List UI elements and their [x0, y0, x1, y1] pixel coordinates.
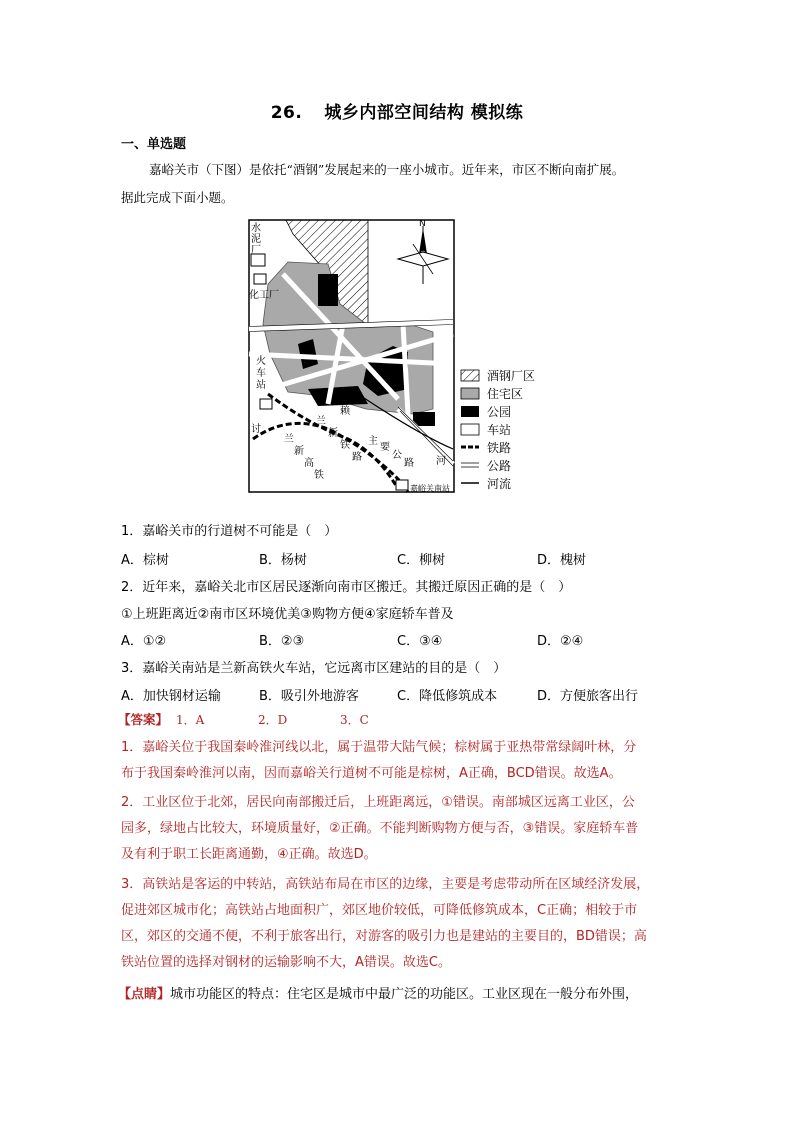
- label-rail-2: 新: [328, 428, 338, 439]
- legend-label-road: 公路: [487, 459, 512, 473]
- south-station-box: [396, 480, 408, 490]
- q3-option-a: A．加快钢材运输: [121, 689, 221, 704]
- answer-tag: 【答案】: [118, 712, 169, 727]
- legend-label-river: 河流: [487, 477, 512, 491]
- legend-label-railway: 铁路: [487, 441, 512, 455]
- label-south-station: 嘉峪关南站: [410, 484, 450, 493]
- label-station-1: 火: [256, 356, 266, 367]
- label-road-4: 路: [404, 458, 414, 469]
- legend-label-steel: 酒钢厂区: [487, 369, 536, 383]
- legend-swatch-steel: [461, 370, 479, 381]
- explanation-3-line-4: 铁站位置的选择对钢材的运输影响不大，A错误。故选C。: [121, 955, 451, 970]
- chemical-plant-station: [254, 274, 266, 284]
- label-hsr-2: 新: [294, 446, 304, 457]
- tip-text: 城市功能区的特点：住宅区是城市中最广泛的功能区。工业区现在一般分布外围，: [170, 987, 639, 1002]
- q3-option-c: C．降低修筑成本: [397, 689, 498, 704]
- label-cement-2: 泥: [251, 234, 261, 245]
- park-4: [308, 386, 368, 406]
- label-lai: 赖: [340, 406, 350, 417]
- label-station-2: 车: [256, 368, 266, 379]
- explanation-3-line-3: 区，郊区的交通不便，不利于旅客出行，对游客的吸引力也是建站的主要目的，BD错误；高: [121, 929, 647, 944]
- legend-swatch-park: [461, 406, 479, 417]
- explanation-2: [121, 790, 683, 868]
- explanation-1: [121, 735, 683, 787]
- label-road-3: 公: [392, 450, 402, 461]
- label-cement-1: 水: [251, 223, 261, 234]
- explanation-3-line-1: 3．高铁站是客运的中转站，高铁站布局在市区的边缘，主要是考虑带动所在区域经济发展，: [121, 877, 650, 892]
- label-rail-3: 铁: [340, 440, 350, 451]
- explanation-2-line-3: 及有利于职工长距离通勤，④正确。故选D。: [121, 847, 377, 862]
- label-cement-3: 厂: [251, 245, 261, 256]
- label-road-2: 要: [380, 442, 390, 453]
- answer-2: 2．D: [258, 713, 288, 727]
- label-river: 河: [436, 456, 446, 467]
- q3-option-b: B．吸引外地游客: [259, 689, 359, 704]
- q1-option-d: D．槐树: [537, 553, 587, 568]
- label-road-1: 主: [368, 436, 378, 447]
- legend-label-station: 车站: [487, 423, 512, 437]
- q1-option-a: A．棕树: [121, 553, 169, 568]
- explanation-1-line-2: 布于我国秦岭淮河以南，因而嘉峪关行道树不可能是棕树，A正确，BCD错误。故选A。: [121, 766, 622, 781]
- legend-label-residential: 住宅区: [487, 387, 524, 401]
- tip-tag: 【点睛】: [118, 987, 171, 1002]
- answer-3: 3．C: [340, 713, 369, 727]
- explanation-3-line-2: 促进郊区城市化；高铁站占地面积广，郊区地价较低，可降低修筑成本，C正确；相较于市: [121, 903, 638, 918]
- explanation-3: [121, 872, 683, 976]
- label-hsr-4: 铁: [314, 470, 324, 481]
- question-2-statements: ①上班距离近②南市区环境优美③购物方便④家庭轿车普及: [121, 607, 454, 622]
- question-1: 1．嘉峪关市的行道树不可能是（ ）: [121, 524, 338, 539]
- park-1: [318, 274, 338, 306]
- intro-line-2: 据此完成下面小题。: [121, 190, 234, 205]
- question-2: 2．近年来，嘉峪关北市区居民逐渐向南市区搬迁。其搬迁原因正确的是（ ）: [121, 580, 572, 595]
- q1-option-b: B．杨树: [259, 553, 307, 568]
- explanation-2-line-1: 2．工业区位于北郊，居民向南部搬迁后，上班距离远，①错误。南部城区远离工业区，公: [121, 795, 635, 810]
- label-chemical-plant: 化工厂: [249, 290, 279, 301]
- explanation-2-line-2: 园多，绿地占比较大，环境质量好，②正确。不能判断购物方便与否，③错误。家庭轿车普: [121, 821, 639, 836]
- map-legend: [461, 369, 535, 491]
- city-map-figure: [248, 214, 558, 494]
- answer-1: 1．A: [176, 713, 205, 727]
- q3-option-d: D．方便旅客出行: [537, 689, 639, 704]
- legend-swatch-station: [461, 424, 479, 435]
- q1-option-c: C．柳树: [397, 553, 446, 568]
- explanation-1-line-1: 1．嘉峪关位于我国秦岭淮河线以北，属于温带大陆气候；棕树属于亚热带常绿阔叶林，分: [121, 740, 637, 755]
- q2-option-b: B．②③: [259, 634, 305, 649]
- label-rail-1: 兰: [316, 416, 326, 427]
- question-3: 3．嘉峪关南站是兰新高铁火车站，它远离市区建站的目的是（ ）: [121, 661, 507, 676]
- q2-option-c: C．③④: [397, 634, 443, 649]
- label-rail-4: 路: [352, 452, 362, 463]
- train-station-box: [260, 399, 272, 409]
- north-label: N: [419, 219, 426, 229]
- q2-option-a: A．①②: [121, 634, 167, 649]
- label-hsr-1: 兰: [284, 434, 294, 445]
- label-hsr-3: 高: [304, 458, 314, 469]
- page-title: [0, 98, 794, 123]
- intro-line-1: 嘉峪关市（下图）是依托“酒钢”发展起来的一座小城市。近年来，市区不断向南扩展。: [149, 162, 625, 177]
- label-taolai: 讨: [251, 424, 261, 435]
- legend-label-park: 公园: [487, 405, 512, 419]
- title-number: 26.: [270, 103, 303, 123]
- title-text: 城乡内部空间结构 模拟练: [324, 103, 524, 123]
- section-heading: 一、单选题: [121, 137, 187, 152]
- legend-swatch-residential: [461, 388, 479, 399]
- q2-option-d: D．②④: [537, 634, 584, 649]
- tip-paragraph: [118, 982, 684, 1008]
- label-station-3: 站: [256, 380, 266, 391]
